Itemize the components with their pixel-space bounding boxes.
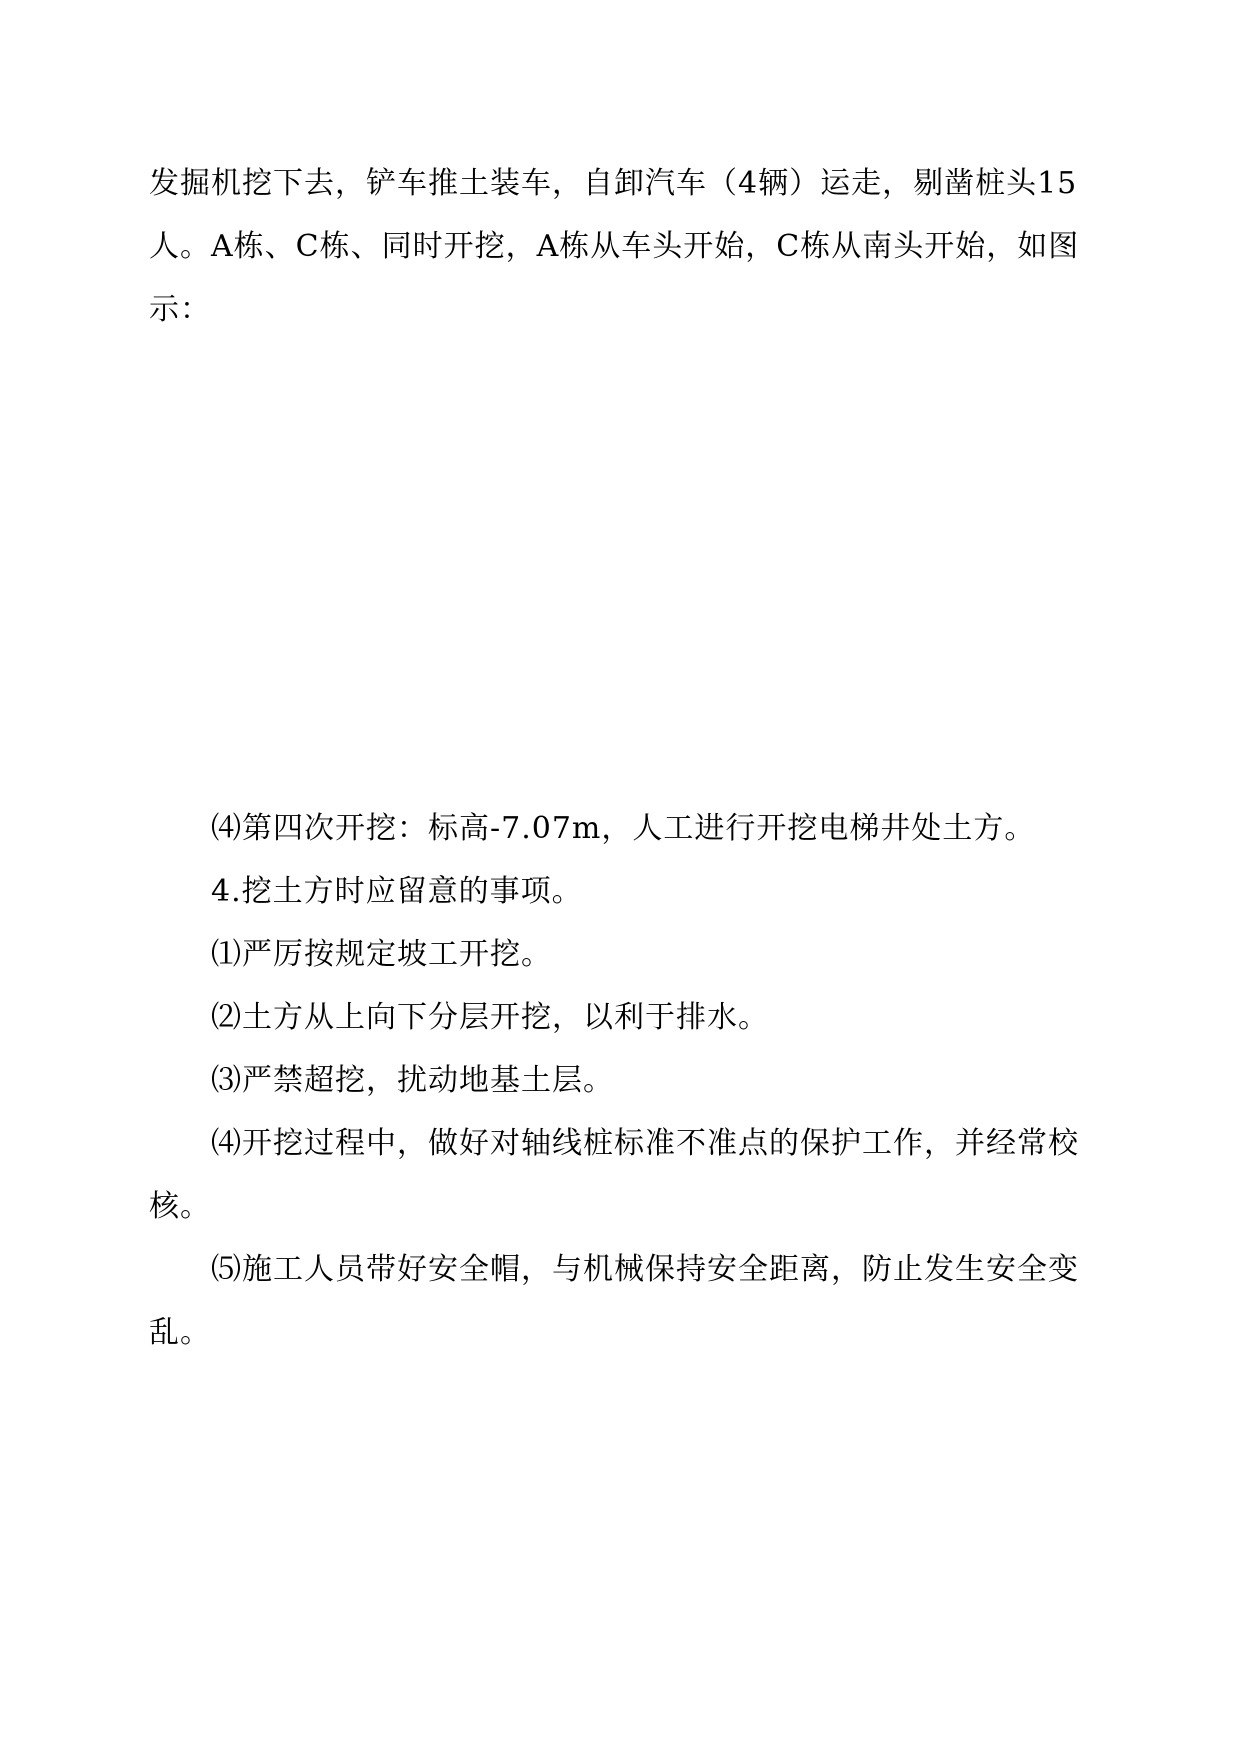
- list-item-2: ⑵土方从上向下分层开挖，以利于排水。: [211, 1000, 769, 1035]
- section-heading-precautions: 4.挖土方时应留意的事项。: [211, 874, 583, 909]
- list-item-4: ⑷开挖过程中，做好对轴线桩标准不准点的保护工作，并经常校核。: [149, 1126, 1079, 1224]
- list-item-3: ⑶严禁超挖，扰动地基土层。: [211, 1063, 614, 1098]
- figure-placeholder: [149, 340, 1099, 780]
- paragraph-fourth-excavation: ⑷第四次开挖：标高-7.07m，人工进行开挖电梯井处土方。: [211, 811, 1036, 846]
- list-item-1: ⑴严厉按规定坡工开挖。: [211, 937, 552, 972]
- intro-paragraph: 发掘机挖下去，铲车推土装车，自卸汽车（4辆）运走，剔凿桩头15人。A栋、C栋、同时开挖，A栋从车头开始，C栋从南头开始，如图示：: [149, 166, 1080, 327]
- list-item-5: ⑸施工人员带好安全帽，与机械保持安全距离，防止发生安全变乱。: [149, 1252, 1079, 1350]
